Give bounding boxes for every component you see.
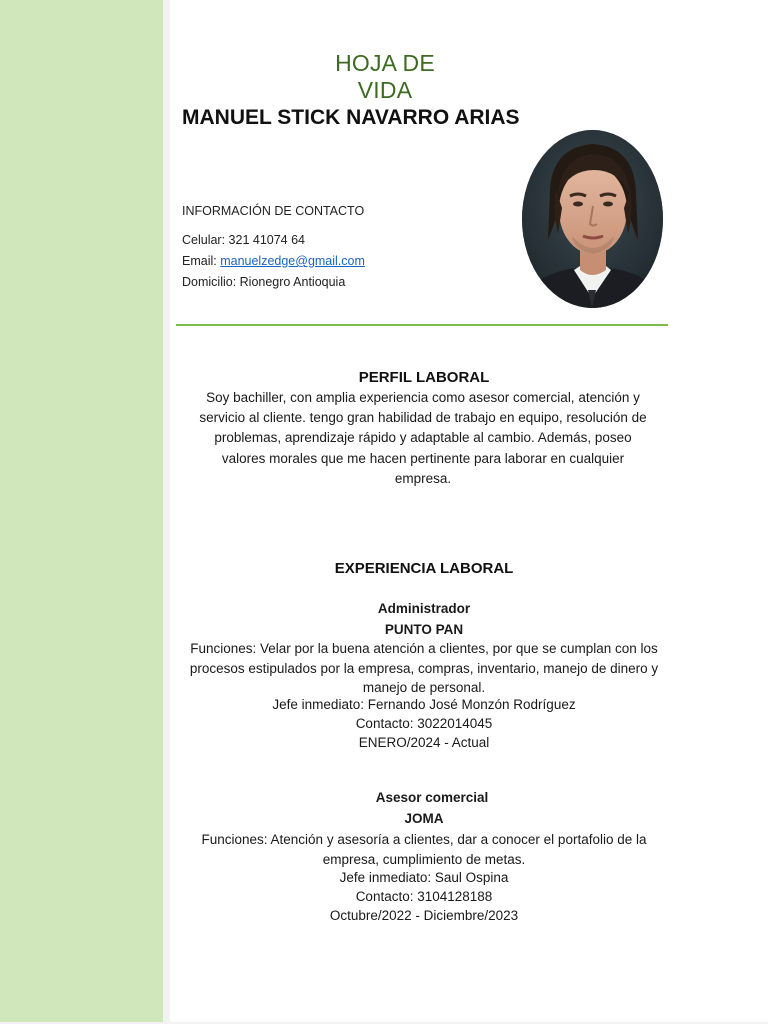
- resume-page: [170, 0, 768, 1022]
- profile-heading: PERFIL LABORAL: [358, 369, 490, 386]
- contact-heading: INFORMACIÓN DE CONTACTO: [182, 204, 365, 218]
- email-label: Email:: [182, 254, 221, 268]
- profile-photo-illustration: [522, 130, 663, 308]
- contact-phone: Celular: 321 41074 64: [182, 233, 306, 247]
- job-2-period: Octubre/2022 - Diciembre/2023: [329, 908, 519, 923]
- job-1-role: Administrador: [377, 601, 471, 616]
- job-1-contact: Contacto: 3022014045: [355, 716, 493, 731]
- job-2-company: JOMA: [404, 811, 444, 826]
- job-2-functions: Funciones: Atención y asesoría a clientes, dar a conocer el portafolio de la empresa, cumplimiento de metas.: [201, 832, 647, 867]
- candidate-name: MANUEL STICK NAVARRO ARIAS: [182, 106, 520, 129]
- job-2-boss: Jefe inmediato: Saul Ospina: [339, 870, 509, 885]
- contact-address: Domicilio: Rionegro Antioquia: [182, 275, 346, 289]
- header-divider: [176, 324, 668, 326]
- email-link[interactable]: manuelzedge@gmail.com: [220, 254, 365, 268]
- job-1-functions: Funciones: Velar por la buena atención a clientes, por que se cumplan con los procesos estipulados por la empresa, compras, inventario, manejo de dinero y manejo de personal.: [189, 641, 659, 695]
- profile-text: Soy bachiller, con amplia experiencia como asesor comercial, atención y servicio al cliente. tengo gran habilidad de trabajo en equipo, resolución de problemas, aprendizaje rápido y adaptable al cambio. Además, poseo valores morales que me hacen pertinente para laborar en cualquier empresa.: [199, 390, 647, 486]
- experience-heading: EXPERIENCIA LABORAL: [334, 560, 514, 577]
- job-1-boss: Jefe inmediato: Fernando José Monzón Rodríguez: [272, 697, 576, 712]
- document-title: HOJA DE VIDA: [335, 50, 435, 103]
- job-2-role: Asesor comercial: [375, 790, 489, 805]
- profile-photo: [522, 130, 663, 308]
- job-1-period: ENERO/2024 - Actual: [358, 735, 490, 750]
- job-1-company: PUNTO PAN: [384, 622, 464, 637]
- job-2-contact: Contacto: 3104128188: [355, 889, 493, 904]
- green-sidebar: [0, 0, 163, 1022]
- contact-email-row: [182, 254, 365, 268]
